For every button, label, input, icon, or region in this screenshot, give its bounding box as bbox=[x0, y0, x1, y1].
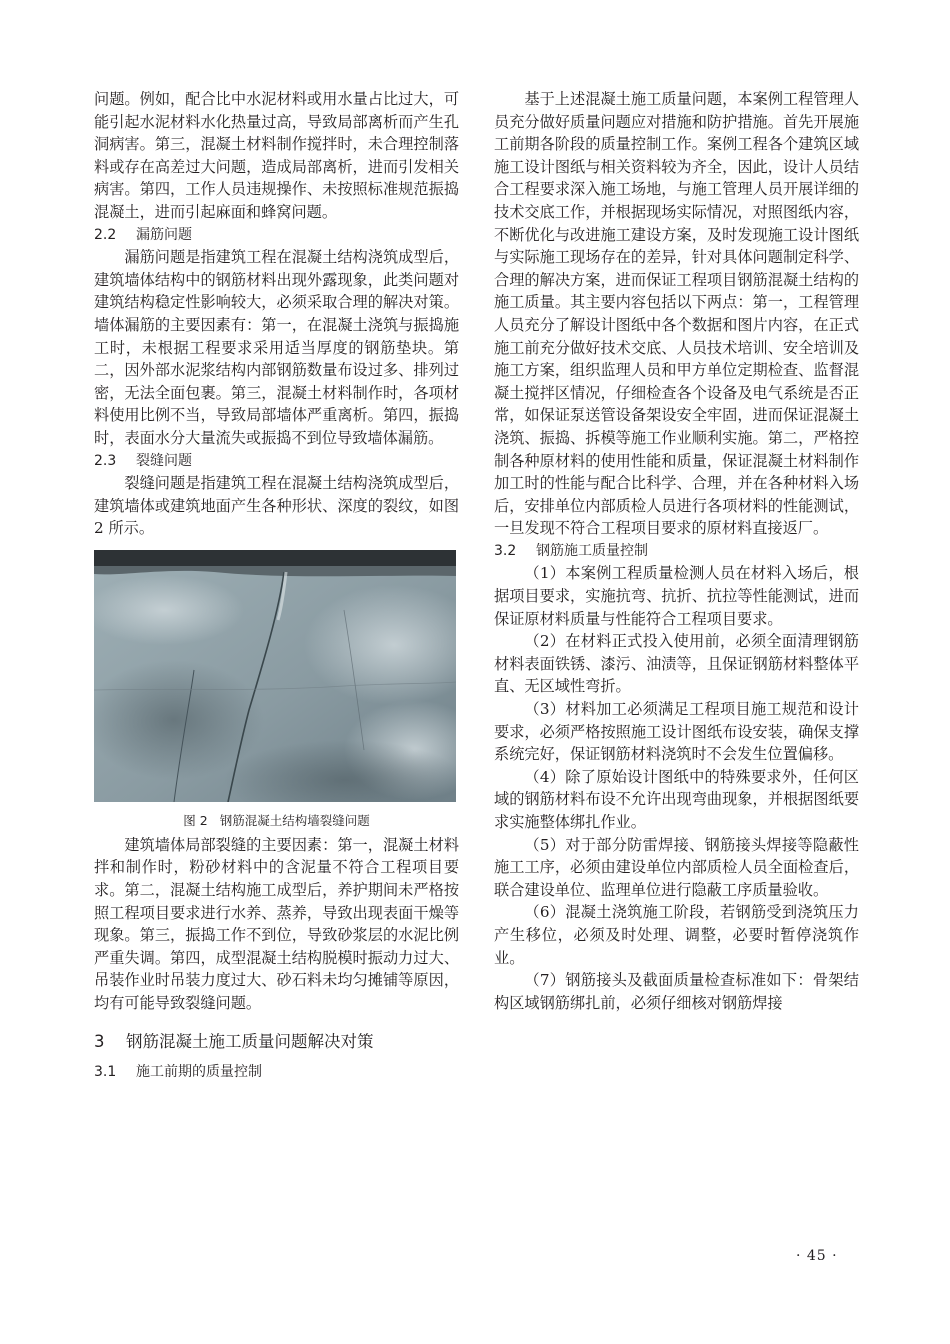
section-number: 3 bbox=[94, 1031, 105, 1051]
paragraph: 基于上述混凝土施工质量问题，本案例工程管理人员充分做好质量问题应对措施和防护措施。首先开展施工前期各阶段的质量控制工作。案例工程各个建筑区域施工设计图纸与相关资料较为齐全，因此，设计人员结合工程要求深入施工场地，与施工管理人员开展详细的技术交底工作，并根据现场实际情况，对照图纸内容，不断优化与改进施工建设方案，及时发现施工设计图纸与实际施工现场存在的差异，针对具体问题制定科学、合理的解决方案，进而保证工程项目钢筋混凝土结构的施工质量。其主要内容包括以下两点：第一，工程管理人员充分了解设计图纸中各个数据和图片内容，在正式施工前充分做好技术交底、人员技术培训、安全培训及施工方案，组织监理人员和甲方单位定期检查、监督混凝土搅拌区情况，仔细检查各个设备及电气系统是否正常，如保证泵送管设备架设安全牢固，进而保证混凝土浇筑、振捣、拆模等施工作业顺利实施。第二，严格控制各种原材料的使用性能和质量，保证混凝土材料制作加工时的性能与配合比科学、合理，并在各种材料入场后，安排单位内部质检人员进行各项材料的性能测试，一旦发现不符合工程项目要求的原材料直接返厂。 bbox=[494, 90, 859, 538]
section-title: 裂缝问题 bbox=[136, 452, 192, 469]
list-item: （4）除了原始设计图纸中的特殊要求外，任何区域的钢筋材料布设不允许出现弯曲现象，并根据图纸要求实施整体绑扎作业。 bbox=[494, 767, 859, 831]
figure-2 bbox=[94, 550, 459, 831]
section-title: 钢筋混凝土施工质量问题解决对策 bbox=[126, 1031, 374, 1051]
list-item: （1）本案例工程质量检测人员在材料入场后，根据项目要求，实施抗弯、抗折、抗拉等性能测试，进而保证原材料质量与性能符合工程项目要求。 bbox=[494, 564, 859, 628]
section-heading-2-2 bbox=[94, 224, 459, 247]
paragraph: 建筑墙体局部裂缝的主要因素：第一，混凝土材料拌和制作时，粉砂材料中的含泥量不符合工程项目要求。第二，混凝土结构施工成型后，养护期间未严格按照工程项目要求进行水养、蒸养，导致出现表面干燥等现象。第三，振捣工作不到位，导致砂浆层的水泥比例严重失调。第四，成型混凝土结构脱模时振动力过大、吊装作业时吊装力度过大、砂石料未均匀摊铺等原因，均有可能导致裂缝问题。 bbox=[94, 835, 459, 1013]
figure-caption bbox=[94, 811, 459, 831]
page-number: · 45 · bbox=[796, 1248, 838, 1264]
paragraph: 裂缝问题是指建筑工程在混凝土结构浇筑成型后，建筑墙体或建筑地面产生各种形状、深度的裂纹，如图 2 所示。 bbox=[94, 474, 459, 538]
section-number: 2.3 bbox=[94, 452, 117, 469]
section-number: 3.1 bbox=[94, 1063, 117, 1080]
list-item: （5）对于部分防雷焊接、钢筋接头焊接等隐蔽性施工工序，必须由建设单位内部质检人员全面检查后，联合建设单位、监理单位进行隐蔽工序质量验收。 bbox=[494, 835, 859, 899]
concrete-crack-photo bbox=[94, 550, 456, 802]
section-heading-3-1 bbox=[94, 1061, 459, 1084]
paragraph: 问题。例如，配合比中水泥材料或用水量占比过大，可能引起水泥材料水化热量过高，导致局部离析而产生孔洞病害。第三，混凝土材料制作搅拌时，未合理控制落料或存在高差过大问题，造成局部离析，进而引发相关病害。第四，工作人员违规操作、未按照标准规范振捣混凝土，进而引起麻面和蜂窝问题。 bbox=[94, 90, 459, 221]
list-item: （2）在材料正式投入使用前，必须全面清理钢筋材料表面铁锈、漆污、油渍等，且保证钢筋材料整体平直、无区域性弯折。 bbox=[494, 632, 859, 696]
list-item: （3）材料加工必须满足工程项目施工规范和设计要求，必须严格按照施工设计图纸布设安装，确保支撑系统完好，保证钢筋材料浇筑时不会发生位置偏移。 bbox=[494, 700, 859, 764]
section-title: 钢筋施工质量控制 bbox=[536, 542, 648, 559]
left-column bbox=[94, 88, 459, 1083]
figure-label: 图 2 bbox=[183, 812, 208, 828]
section-heading-3-2 bbox=[494, 540, 859, 563]
section-heading-2-3 bbox=[94, 450, 459, 473]
figure-caption-text: 钢筋混凝土结构墙裂缝问题 bbox=[219, 812, 370, 828]
list-item: （7）钢筋接头及截面质量检查标准如下：骨架结构区域钢筋绑扎前，必须仔细核对钢筋焊接 bbox=[494, 971, 859, 1012]
list-item: （6）混凝土浇筑施工阶段，若钢筋受到浇筑压力产生移位，必须及时处理、调整，必要时暂停浇筑作业。 bbox=[494, 903, 859, 967]
section-title: 施工前期的质量控制 bbox=[136, 1063, 262, 1080]
section-heading-3 bbox=[94, 1029, 459, 1055]
section-number: 2.2 bbox=[94, 226, 117, 243]
right-column bbox=[494, 88, 859, 1014]
section-number: 3.2 bbox=[494, 542, 517, 559]
paragraph: 漏筋问题是指建筑工程在混凝土结构浇筑成型后，建筑墙体结构中的钢筋材料出现外露现象，此类问题对建筑结构稳定性影响较大，必须采取合理的解决对策。墙体漏筋的主要因素有：第一，在混凝土浇筑与振捣施工时，未根据工程要求采用适当厚度的钢筋垫块。第二，因外部水泥浆结构内部钢筋数量布设过多、排列过密，无法全面包裹。第三，混凝土材料制作时，各项材料使用比例不当，导致局部墙体严重离析。第四，振捣时，表面水分大量流失或振捣不到位导致墙体漏筋。 bbox=[94, 248, 459, 447]
section-title: 漏筋问题 bbox=[136, 226, 192, 243]
